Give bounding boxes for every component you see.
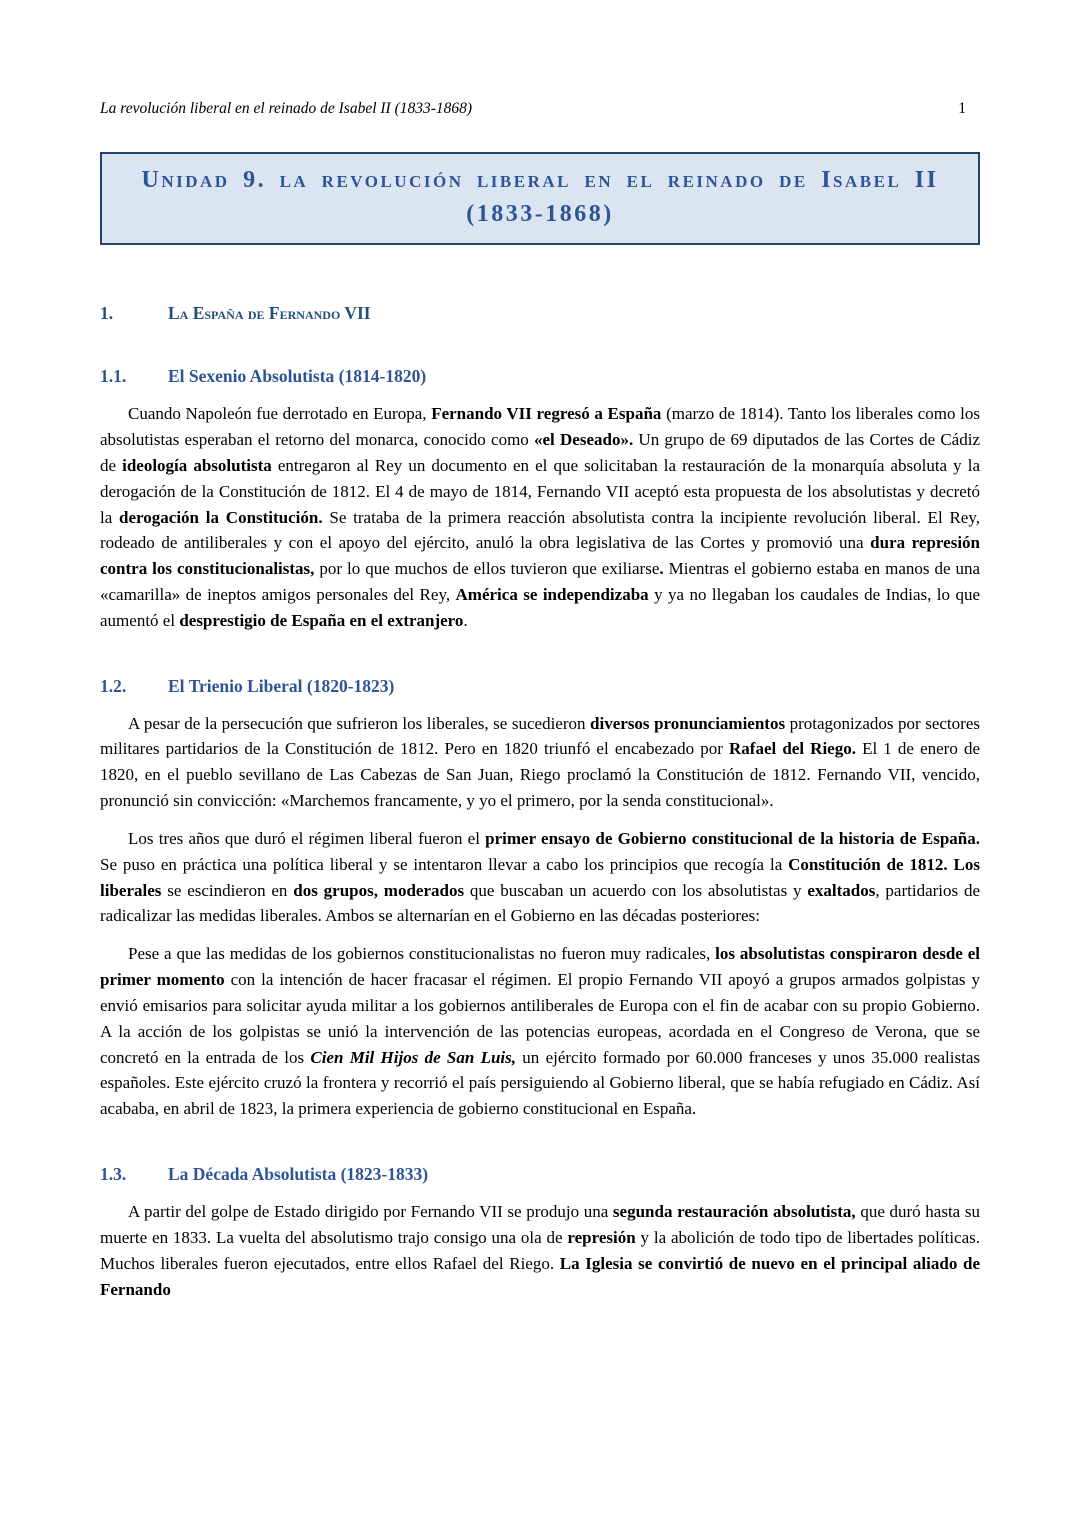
text-run: Rafael del Riego. xyxy=(729,739,856,759)
text-run: . xyxy=(659,559,664,579)
text-run: Mientras el gobierno estaba en manos de una «camarilla» de ineptos amigos personales del Rey, xyxy=(100,559,981,604)
text-run: protagonizados por sectores militares partidarios de la Constitución de 1812. Pero en 1820 triunfó el encabezado por xyxy=(100,713,980,759)
section-1-heading-text: La España de Fernando VII xyxy=(168,303,371,324)
subsection-1-1-heading-text: El Sexenio Absolutista (1814-1820) xyxy=(168,366,427,387)
unit-title: Unidad 9. la revolución liberal en el reinado de Isabel II (1833-1868) xyxy=(141,167,939,227)
text-run: con la intención de hacer fracasar el régimen. El propio Fernando VII apoyó a grupos armados golpistas y envió emisarios para solicitar ayuda militar a los gobiernos antiliberales de Europa con el fin de acabar con su propio Gobierno. A la acción de los golpistas se unió la intervención de las potencias europeas, acordada en el Congreso de Verona, que se concretó en la entrada de los xyxy=(100,970,981,1067)
text-run: A pesar de la persecución que sufrieron los liberales, se sucedieron xyxy=(128,713,591,733)
section-1 xyxy=(100,303,980,1302)
paragraph-sexenio-1 xyxy=(100,401,980,633)
text-run: Fernando VII regresó a España xyxy=(431,404,662,424)
text-run: y la abolición de todo tipo de libertades políticas. Muchos liberales fueron ejecutados, entre ellos Rafael del Riego. xyxy=(100,1227,980,1273)
running-header-title: La revolución liberal en el reinado de Isabel II (1833-1868) xyxy=(100,100,473,117)
text-run: exaltados xyxy=(807,880,876,900)
text-run: por lo que muchos de ellos tuvieron que exiliarse xyxy=(314,559,660,579)
text-run: . xyxy=(463,610,468,630)
subsection-1-1-heading xyxy=(100,366,980,387)
text-run: Cuando Napoleón fue derrotado en Europa, xyxy=(128,404,432,424)
text-run: Se puso en práctica una política liberal y se intentaron llevar a cabo los principios que recogía la xyxy=(100,854,789,874)
text-run: Se trataba de la primera reacción absolutista contra la incipiente revolución liberal. El Rey, rodeado de antiliberales y con el apoyo del ejército, anuló la obra legislativa de las Cortes y promovió una xyxy=(100,507,980,553)
text-run: La Iglesia se convirtió de nuevo en el principal aliado de Fernando xyxy=(100,1253,980,1299)
subsection-1-2-number: 1.2. xyxy=(100,675,127,696)
text-run: diversos pronunciamientos xyxy=(590,713,786,733)
text-run: América se independizaba xyxy=(455,584,649,604)
subsection-1-3-heading-text: La Década Absolutista (1823-1833) xyxy=(168,1164,429,1185)
text-run: desprestigio de España en el extranjero xyxy=(179,610,464,630)
text-run: se escindieron en xyxy=(161,880,294,900)
text-run: Pese a que las medidas de los gobiernos constitucionalistas no fueron muy radicales, xyxy=(128,944,716,964)
text-run: ideología absolutista xyxy=(122,455,272,475)
paragraph-decada-1 xyxy=(100,1199,980,1302)
text-run: los absolutistas conspiraron desde el primer momento xyxy=(100,944,981,990)
text-run: Cien Mil Hijos de San Luis, xyxy=(310,1047,517,1067)
running-header xyxy=(100,100,980,118)
subsection-1-2-heading xyxy=(100,676,980,697)
text-run: Constitución de 1812. Los liberales xyxy=(100,854,981,900)
section-1-number: 1. xyxy=(100,303,114,324)
text-run: dura represión contra los constitucionalistas, xyxy=(100,533,980,579)
text-run: A partir del golpe de Estado dirigido por Fernando VII se produjo una xyxy=(128,1202,613,1222)
paragraph-trienio-2 xyxy=(100,826,980,929)
subsection-1-3-heading xyxy=(100,1164,980,1185)
text-run: El 1 de enero de 1820, en el pueblo sevillano de Las Cabezas de San Juan, Riego proclamó la Constitución de 1812. Fernando VII, vencido, pronunció sin convicción: «Marchemos francamente, y yo el primero, por la senda constitucional». xyxy=(100,739,980,811)
text-run: que duró hasta su muerte en 1833. La vuelta del absolutismo trajo consigo una ola de xyxy=(100,1202,980,1247)
text-run: , partidarios de radicalizar las medidas liberales. Ambos se alternarían en el Gobierno en las décadas posteriores: xyxy=(100,880,980,926)
text-run: dos grupos, moderados xyxy=(293,880,465,900)
paragraph-trienio-3 xyxy=(100,941,980,1122)
text-run: (marzo de 1814). Tanto los liberales como los absolutistas esperaban el retorno del monarca, conocido como xyxy=(100,404,980,450)
text-run: que buscaban un acuerdo con los absolutistas y xyxy=(464,880,808,900)
text-run: represión xyxy=(567,1227,636,1247)
text-run: derogación la Constitución. xyxy=(119,507,323,527)
text-run: «el Deseado». xyxy=(534,430,634,450)
text-run: entregaron al Rey un documento en el que solicitaban la restauración de la monarquía absoluta y la derogación de la Constitución de 1812. El 4 de mayo de 1814, Fernando VII aceptó esta propuesta de los absolutistas y decretó la xyxy=(100,455,980,527)
subsection-1-2-heading-text: El Trienio Liberal (1820-1823) xyxy=(168,675,395,696)
text-run: primer ensayo de Gobierno constitucional de la historia de España. xyxy=(485,828,980,848)
unit-title-box xyxy=(100,152,980,245)
text-run: Los tres años que duró el régimen liberal fueron el xyxy=(128,828,486,848)
subsection-1-1-number: 1.1. xyxy=(100,366,127,387)
paragraph-trienio-1 xyxy=(100,711,980,814)
text-run: segunda restauración absolutista, xyxy=(612,1202,856,1222)
text-run: un ejército formado por 60.000 franceses y unos 35.000 realistas españoles. Este ejército cruzó la frontera y recorrió el país persiguiendo al Gobierno liberal, que se había refugiado en Cádiz. Así acababa, en abril de 1823, la primera experiencia de gobierno constitucional en España. xyxy=(100,1047,981,1119)
text-run: y ya no llegaban los caudales de Indias, lo que aumentó el xyxy=(100,584,980,630)
section-1-heading xyxy=(100,303,980,324)
subsection-1-3-number: 1.3. xyxy=(100,1164,127,1185)
text-run: Un grupo de 69 diputados de las Cortes de Cádiz de xyxy=(100,430,980,475)
page-number: 1 xyxy=(958,100,966,117)
